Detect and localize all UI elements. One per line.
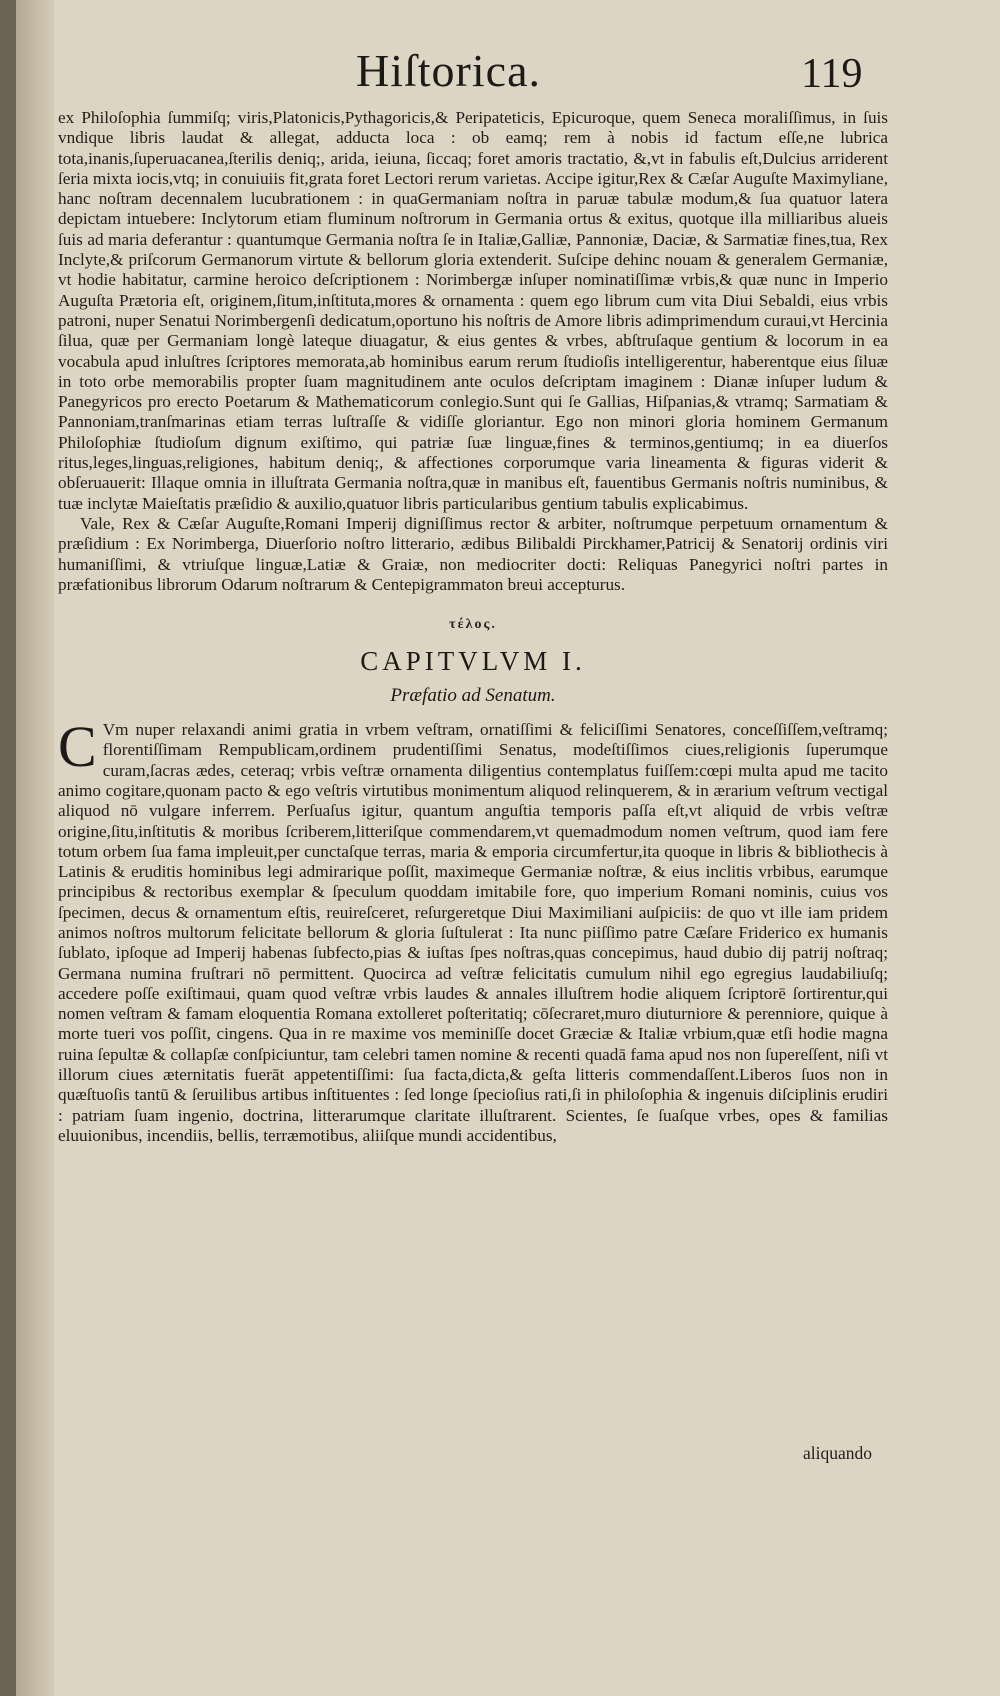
- preface-paragraph-2: Vale, Rex & Cæſar Auguſte,Romani Imperij digniſſimus rector & arbiter, noſtrumque perpetuum ornamentum & præſidium : Ex Norimberga, Diuerſorio noſtro litterario, ædibus Bilibaldi Pirckhamer,Patricij & Senatorij ordinis viri humaniſſimi, & vtriuſque linguæ,Latiæ & Graiæ, non mediocriter docti: Reliquas Panegyrici noſtri partes in præfationibus librorum Odarum noſtrarum & Centepigrammaton breui accepturus.: [58, 513, 888, 594]
- book-page: [16, 0, 1000, 1696]
- page-number: 119: [801, 51, 863, 97]
- drop-cap: C: [58, 714, 97, 780]
- chapter-body: [58, 714, 888, 1146]
- catchword: aliquando: [802, 1443, 872, 1463]
- chapter-subtitle: Præfatio ad Senatum.: [390, 684, 556, 706]
- page-header: [16, 44, 1000, 104]
- chapter-text: Vm nuper relaxandi animi gratia in vrbem veſtram, ornatiſſimi & feliciſſimi Senatores, conceſſiſſem,veſtramq; florentiſſimam Rempublicam,ordinem prudentiſſimi Senatus, modeſtiſſimos ciues,religionis ſuperumque curam,ſacras ædes, ceteraq; vrbis veſtræ ornamenta diligentius contemplatus fuiſſem:cœpi multa apud me tacito animo cogitare,quonam pacto & ego veſtris virtutibus monimentum aliquod relinquerem, & in ærarium veſtrum vectigal aliquod nō vulgare inferrem. Perſuaſus igitur, quantum anguſtia temporis paſſa eſt,vt aliquid de vrbis veſtræ origine,ſitu,inſtitutis & moribus ſcriberem,litteriſque commendarem,vt quemadmodum nomen veſtrum, quod iam fere totum orbem ſua fama impleuit,per cunctaſque terras, maria & emporia circumfertur,ita quoque in libris & bibliothecis à Latinis & eruditis hominibus legi admirarique poſſit, maximeque Germaniæ noſtræ, & eius inclitis vrbibus, earumque principibus & rectoribus exemplar & ſpeculum quoddam imitabile fore, quo imperium Romani nominis, cuius vos ſpecimen, decus & ornamentum eſtis, reuireſceret, reſurgeretque Diui Maximiliani auſpiciis: de quo vt ille iam pridem animos noſtros multorum felicitate bellorum & gloria ſuſtulerat : Ita nunc piiſſimo patre Cæſare Friderico ex humanis ſublato, ipſoque ad Imperij habenas ſubfecto,pias & iuſtas ſpes noſtras,quas concepimus, haud dubio dij patrij noſtraq; Germana numina fruſtrari nō permittent. Quocirca ad veſtræ felicitatis cumulum nihil ego egregius laudabiliuſq; accedere poſſe exiſtimaui, quam quod veſtræ vrbis laudes & annales illuſtrem hodie aliquem ſcriptorē ſortirentur,qui nomen veſtram & famam eloquentia Romana extolleret poſteritatiq; cōſecraret,muro diuturniore & perenniore, quique à morte tueri vos poſſit, cingens. Qua in re maxime vos meminiſſe docet Græciæ & Italiæ vrbium,quæ etſi hodie magna ruina ſepultæ & collapſæ conſpiciuntur, tam celebri tamen nomine & recenti quadā fama apud nos non ſupereſſent, niſi vt illorum ciues æternitatis fuerāt appetentiſſimi: ſua facta,dicta,& geſta litteris commendaſſent.Liberos ſuos non in quæſtuoſis tantū & ſeruilibus artibus inſtituentes : ſed longe ſpecioſius rati,ſi in philoſophia & ingenuis diſciplinis erudiri : patriam ſuam ingenio, doctrina, litterarumque claritate illuſtrarent. Scientes, ſe ſuaſque vrbes, opes & familias eluuionibus, incendiis, bellis, terræmotibus, aliiſque mundi accidentibus,: [58, 720, 888, 1145]
- section-ornament: τέλος.: [449, 617, 497, 633]
- running-head: Hiſtorica.: [356, 45, 541, 96]
- text-block: [58, 108, 888, 1146]
- chapter-title: CAPITVLVM I.: [360, 646, 586, 677]
- preface-paragraph-1: ex Philoſophia ſummiſq; viris,Platonicis,Pythagoricis,& Peripateticis, Epicuroque, quem Seneca moraliſſimus, in ſuis vndique libris laudat & allegat, adducta loca : ob eamq; rem à nobis id factum eſſe,ne lubrica tota,inanis,ſuperuacanea,ſterilis deniq;, arida, ieiuna, ſiccaq; foret amoris tractatio, &,vt in fabulis eſt,Dulcius arriderent ſeria mixta iocis,vtq; in conuiuiis fit,grata foret Lectori rerum varietas. Accipe igitur,Rex & Cæſar Auguſte Maximyliane, hanc noſtram decennalem lucubrationem : in quaGermaniam noſtra in paruæ tabulæ modum,& ſua quatuor latera depictam intuebere: Inclytorum etiam fluminum noſtrorum in Germania ortus & exitus, quotque illa milliaribus alueis ſuis ad maria deferantur : quantumque Germania noſtra ſe in Italiæ,Galliæ, Pannoniæ, Daciæ, & Sarmatiæ fines,tua, Rex Inclyte,& priſcorum Germanorum virtute & bellorum gloria extenderit. Suſcipe dehinc nouam & generalem Germaniæ, vt hodie habitatur, carmine heroico deſcriptionem : Norimbergæ inſuper nominatiſſimæ vrbis,& quæ nunc in Imperio Auguſta Prætoria eſt, originem,ſitum,inſtituta,mores & ornamenta : quem ego librum cum vita Diui Sebaldi, eius vrbis patroni, nuper Senatui Norimbergenſi dedicatum,oportuno his noſtris de Amore libris adimprimendum curaui,vt Hercinia ſilua, quæ per Germaniam longè lateque diuagatur, & eius gentes & vrbes, abſtruſaque gentium & locorum in ea vocabula apud inluſtres ſcriptores memorata,ab hominibus earum rerum ſtudioſis intelligerentur, haberentque eius ſiluæ in toto orbe memorabilis propter ſuam magnitudinem ante oculos deſcriptam imaginem : Dianæ inſuper ludum & Panegyricos pro erecto Poetarum & Mathematicorum conlegio.Sunt qui ſe Gallias, Hiſpanias,& vtramq; Sarmatiam & Pannoniam,tranſmarinas etiam terras luſtraſſe & vidiſſe gloriantur. Ego non minori gloria hominem Germanum Philoſophiæ ſtudioſum dignum exiſtimo, qui patriæ ſuæ linguæ,fines & terminos,gentiumq; in ea diuerſos ritus,leges,linguas,religiones, habitum deniq;, & affectiones corporumque varia lineamenta & figuras viderit & obſeruauerit: Illaque omnia in illuſtrata Germania noſtra,quæ in manibus eſt, fauentibus Germanis noſtris numinibus, & tuæ inclytæ Maieſtatis præſidio & auxilio,quatuor libris particularibus gentium tabulis explicabimus.: [58, 108, 888, 513]
- page-gutter: [16, 0, 54, 1696]
